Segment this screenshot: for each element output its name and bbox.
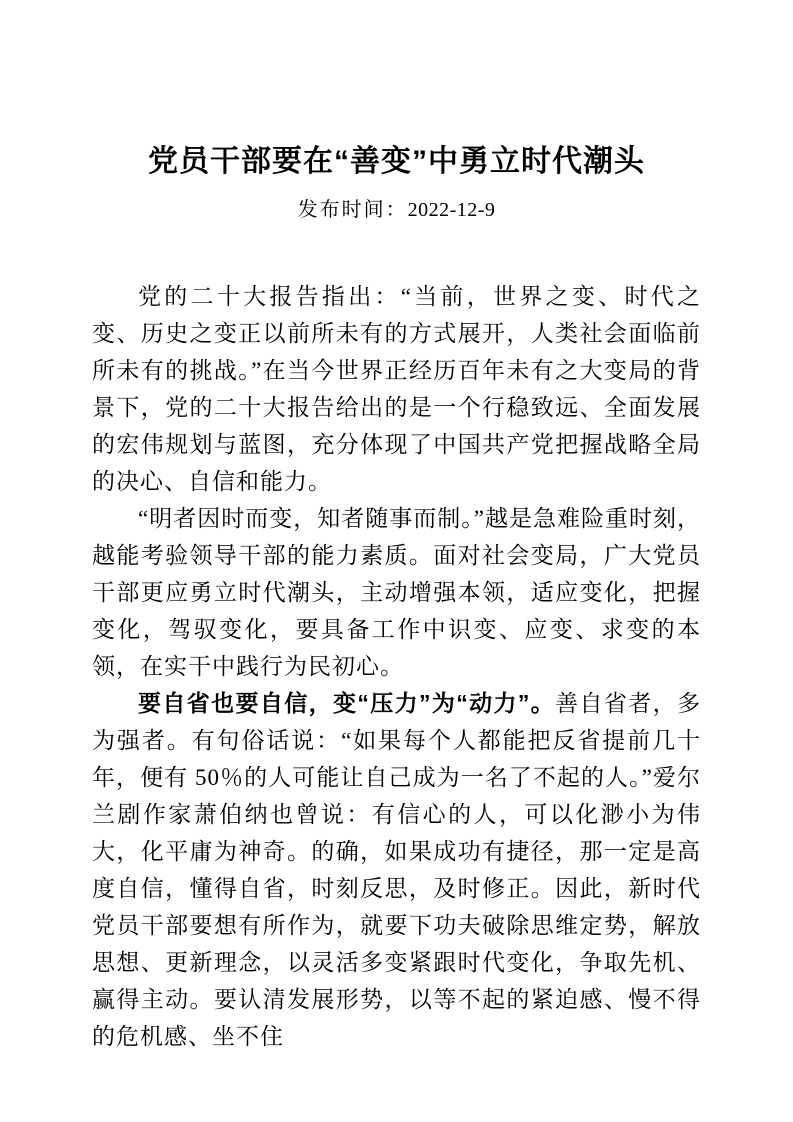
document-body [92, 278, 701, 1055]
paragraph-3 [92, 685, 701, 1055]
document-title: 党员干部要在“善变”中勇立时代潮头 [148, 145, 645, 178]
paragraph-1-text: 党的二十大报告指出：“当前，世界之变、时代之变、历史之变正以前所未有的方式展开，人类社会面临前所未有的挑战。”在当今世界正经历百年未有之大变局的背景下，党的二十大报告给出的是一个行稳致远、全面发展的宏伟规划与蓝图，充分体现了中国共产党把握战略全局的决心、自信和能力。 [92, 284, 701, 494]
publish-line [92, 196, 701, 224]
publish-date: 2022-12-9 [407, 199, 496, 221]
paragraph-3-text: 善自省者，多为强者。有句俗话说：“如果每个人都能把反省提前几十年，便有 50％的人可能让自己成为一名了不起的人。”爱尔兰剧作家萧伯纳也曾说：有信心的人，可以化渺小为伟大，化平庸为神奇。的确，如果成功有捷径，那一定是高度自信，懂得自省，时刻反思，及时修正。因此，新时代党员干部要想有所作为，就要下功夫破除思维定势，解放思想、更新理念，以灵活多变紧跟时代变化，争取先机、赢得主动。要认清发展形势，以等不起的紧迫感、慢不得的危机感、坐不住 [92, 691, 701, 1049]
paragraph-3-bold-lead: 要自省也要自信，变“压力”为“动力”。 [138, 690, 556, 716]
paragraph-2-text: “明者因时而变，知者随事而制。”越是急难险重时刻，越能考验领导干部的能力素质。面对社会变局，广大党员干部更应勇立时代潮头，主动增强本领，适应变化，把握变化，驾驭变化，要具备工作中识变、应变、求变的本领，在实干中践行为民初心。 [92, 506, 701, 679]
paragraph-1 [92, 278, 701, 500]
paragraph-2 [92, 500, 701, 685]
publish-label: 发布时间： [297, 199, 408, 221]
